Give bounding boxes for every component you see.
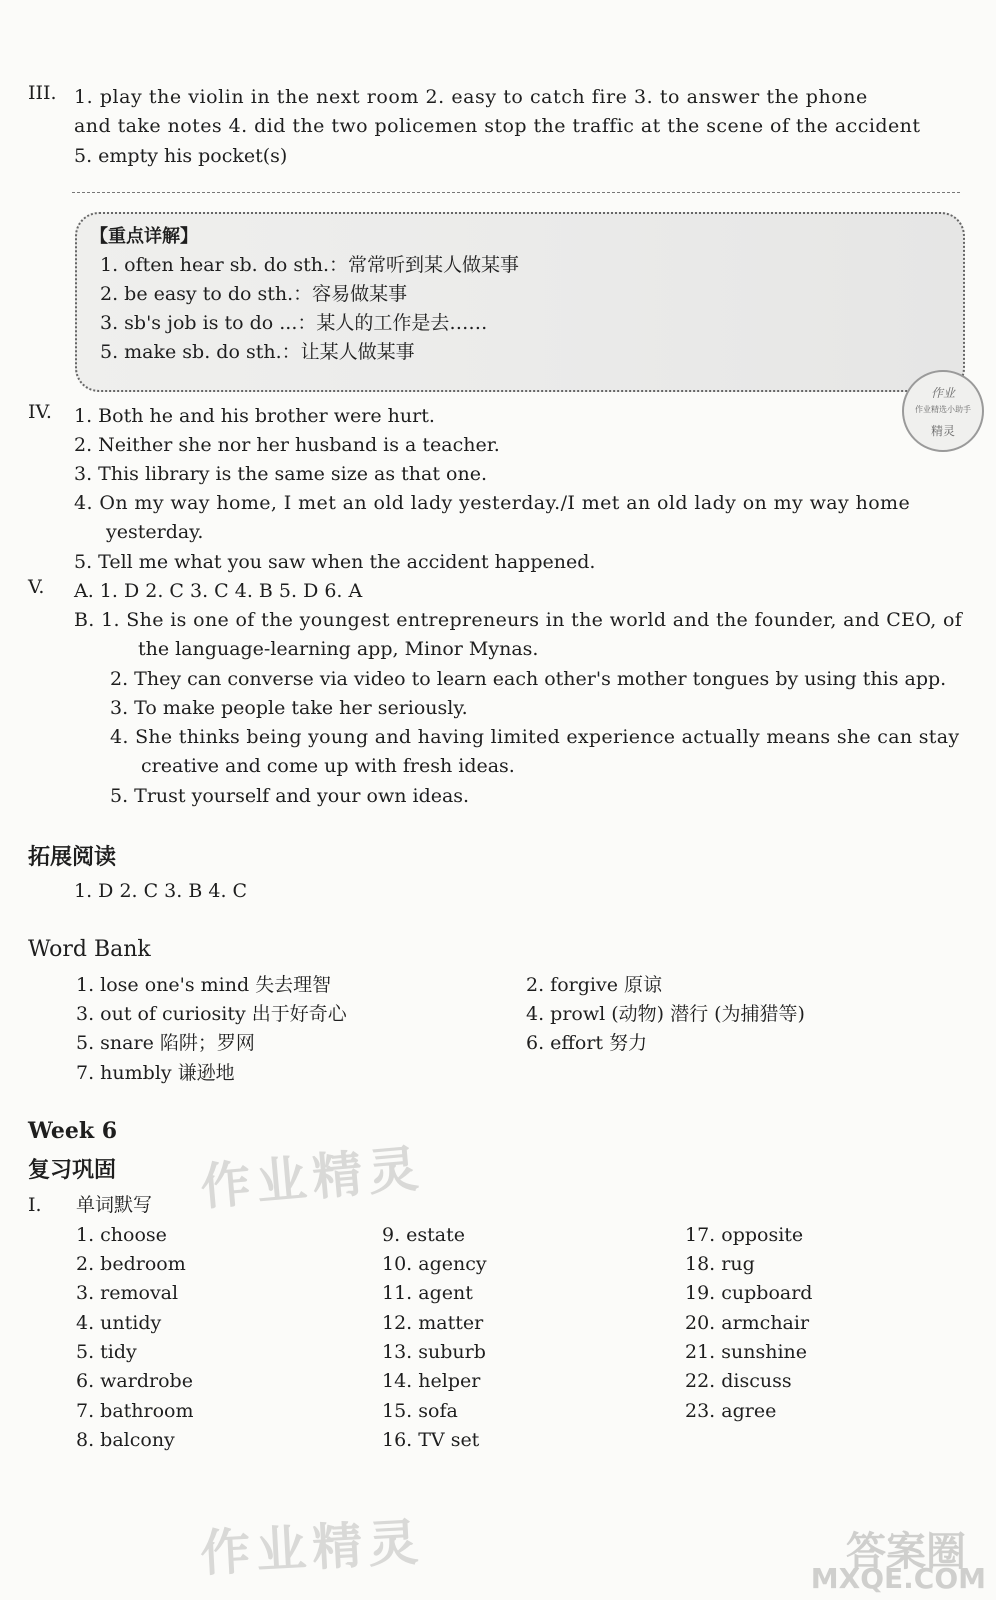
week6-section-label: I. <box>28 1194 42 1216</box>
section-iv-line: yesterday. <box>106 521 204 543</box>
vocab-item: 18. rug <box>685 1253 755 1275</box>
vocab-item: 7. bathroom <box>76 1400 194 1422</box>
section-iii-line-2: and take notes 4. did the two policemen stop the traffic at the scene of the accident <box>74 115 921 137</box>
section-iv-label: IV. <box>28 401 52 423</box>
word-bank-item: 4. prowl (动物) 潜行 (为捕猎等) <box>526 1003 805 1025</box>
section-iii-line-3: 5. empty his pocket(s) <box>74 145 288 167</box>
vocab-item: 3. removal <box>76 1282 179 1304</box>
word-bank-title: Word Bank <box>28 937 151 962</box>
section-v-part-b-line: 5. Trust yourself and your own ideas. <box>110 785 470 807</box>
vocab-item: 4. untidy <box>76 1312 162 1334</box>
stamp-middle-text: 作业精选小助手 <box>915 405 971 414</box>
word-bank-item: 1. lose one's mind 失去理智 <box>76 974 332 996</box>
vocab-item: 1. choose <box>76 1224 167 1246</box>
key-point-item: 3. sb's job is to do ...：某人的工作是去…… <box>100 312 488 334</box>
extended-reading-title: 拓展阅读 <box>28 845 117 870</box>
key-points-title: 【重点详解】 <box>90 226 198 247</box>
section-iv-line: 5. Tell me what you saw when the accident happened. <box>74 551 596 573</box>
section-v-part-b-line: the language-learning app, Minor Mynas. <box>138 638 539 660</box>
vocab-item: 16. TV set <box>382 1429 480 1451</box>
vocab-item: 6. wardrobe <box>76 1370 193 1392</box>
vocab-item: 13. suburb <box>382 1341 486 1363</box>
section-v-label: V. <box>28 576 45 598</box>
section-v-part-a: A. 1. D 2. C 3. C 4. B 5. D 6. A <box>74 580 363 602</box>
section-v-part-b-line: 2. They can converse via video to learn each other's mother tongues by using this app. <box>110 668 947 690</box>
review-subtitle: 复习巩固 <box>28 1158 117 1183</box>
vocab-item: 23. agree <box>685 1400 777 1422</box>
section-v-part-b-line: 4. She thinks being young and having limited experience actually means she can stay <box>110 726 960 748</box>
section-iv-line: 1. Both he and his brother were hurt. <box>74 405 435 427</box>
section-iv-line: 3. This library is the same size as that one. <box>74 463 487 485</box>
vocab-item: 11. agent <box>382 1282 473 1304</box>
vocab-item: 21. sunshine <box>685 1341 808 1363</box>
corner-watermark <box>810 1520 996 1600</box>
section-iv-line: 4. On my way home, I met an old lady yesterday./I met an old lady on my way home <box>74 492 911 514</box>
word-bank-item: 6. effort 努力 <box>526 1032 648 1054</box>
vocab-item: 20. armchair <box>685 1312 810 1334</box>
section-v-part-b-line: 3. To make people take her seriously. <box>110 697 468 719</box>
corner-watermark-title: 答案圈 <box>846 1529 966 1575</box>
word-bank-item: 5. snare 陷阱；罗网 <box>76 1032 255 1054</box>
section-iii-label: III. <box>28 82 57 104</box>
key-point-item: 2. be easy to do sth.：容易做某事 <box>100 283 408 305</box>
extended-reading-answers: 1. D 2. C 3. B 4. C <box>74 880 248 902</box>
key-point-item: 5. make sb. do sth.：让某人做某事 <box>100 341 415 363</box>
vocab-item: 9. estate <box>382 1224 466 1246</box>
vocab-item: 2. bedroom <box>76 1253 186 1275</box>
vocab-item: 19. cupboard <box>685 1282 813 1304</box>
word-bank-item: 3. out of curiosity 出于好奇心 <box>76 1003 347 1025</box>
key-point-item: 1. often hear sb. do sth.：常常听到某人做某事 <box>100 254 520 276</box>
watermark-text: 作业精灵 <box>198 1139 427 1217</box>
section-iii-line-1: 1. play the violin in the next room 2. easy to catch fire 3. to answer the phone <box>74 86 868 108</box>
section-v-part-b-line: B. 1. She is one of the youngest entrepreneurs in the world and the founder, and CEO, of <box>74 609 963 631</box>
stamp-bottom-text: 精灵 <box>930 424 955 438</box>
word-bank-item: 7. humbly 谦逊地 <box>76 1062 235 1084</box>
watermark-text: 作业精灵 <box>198 1513 426 1583</box>
section-v-part-b-line: creative and come up with fresh ideas. <box>141 755 515 777</box>
vocab-item: 17. opposite <box>685 1224 804 1246</box>
week6-section-title: 单词默写 <box>76 1194 153 1216</box>
week-6-title: Week 6 <box>28 1118 118 1144</box>
vocab-item: 8. balcony <box>76 1429 175 1451</box>
section-iv-line: 2. Neither she nor her husband is a teacher. <box>74 434 500 456</box>
vocab-item: 12. matter <box>382 1312 484 1334</box>
vocab-item: 5. tidy <box>76 1341 137 1363</box>
watermark-stamp <box>902 370 984 452</box>
corner-watermark-url: MXQE.COM <box>810 1562 986 1595</box>
dashed-divider <box>72 192 960 193</box>
vocab-item: 22. discuss <box>685 1370 792 1392</box>
word-bank-item: 2. forgive 原谅 <box>526 974 662 996</box>
vocab-item: 10. agency <box>382 1253 487 1275</box>
vocab-item: 14. helper <box>382 1370 481 1392</box>
vocab-item: 15. sofa <box>382 1400 458 1422</box>
stamp-top-text: 作业 <box>930 386 955 400</box>
